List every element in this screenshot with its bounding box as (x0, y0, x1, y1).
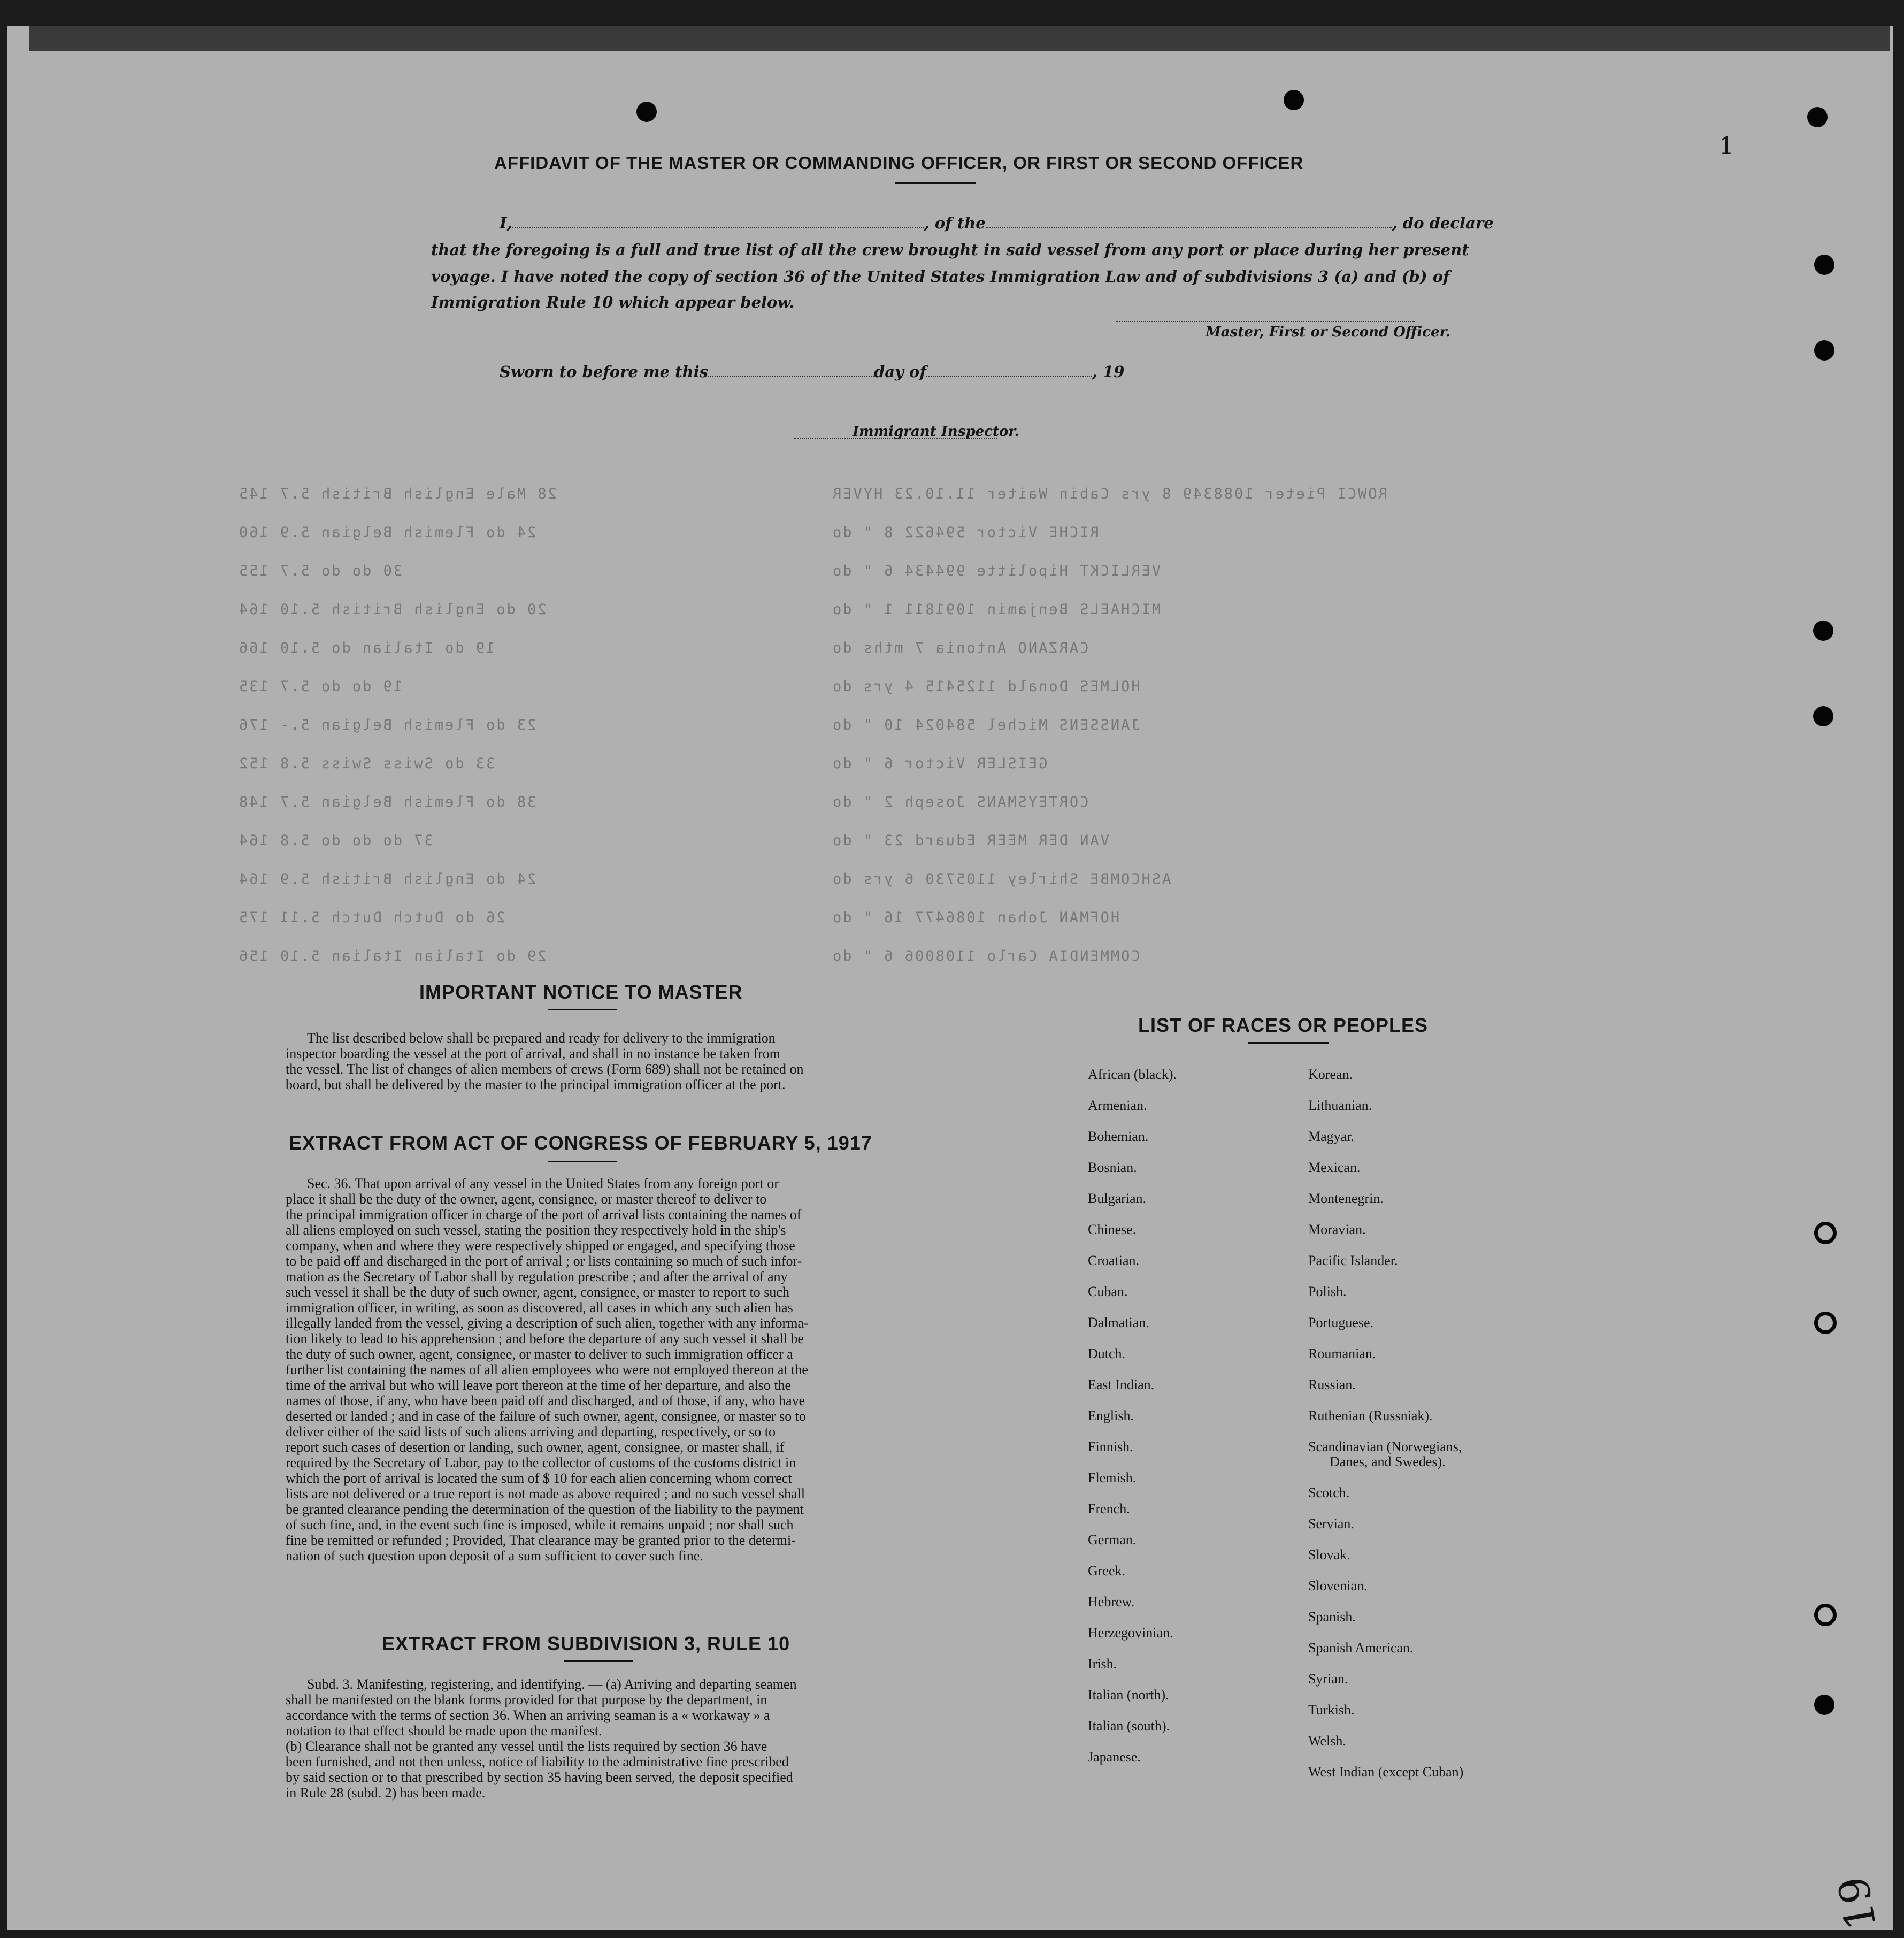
race-item: West Indian (except Cuban) (1308, 1764, 1464, 1780)
bleed-row-right: RICHE Victor 594622 8 " do (831, 524, 1099, 541)
bleed-row-right: VAN DER MEER Eduard 23 " do (831, 832, 1109, 849)
text-line: (b) Clearance shall not be granted any vessel until the lists required by section 36 have (286, 1738, 767, 1754)
affidavit-line-2: that the foregoing is a full and true list of all the crew brought in said vessel from any port or place during her present (431, 241, 1469, 259)
race-item: Servian. (1308, 1516, 1354, 1531)
manifest-page (7, 26, 1893, 1934)
text-line: which the port of arrival is located the sum of $ 10 for each alien concerning whom correct (286, 1470, 792, 1486)
page-number: 1 (1719, 133, 1734, 160)
text-line: inspector boarding the vessel at the port of arrival, and shall in no instance be taken from (286, 1046, 780, 1061)
affidavit-title: AFFIDAVIT OF THE MASTER OR COMMANDING OFFICER, OR FIRST OR SECOND OFFICER (494, 153, 1304, 173)
punch-hole-icon (1814, 255, 1834, 275)
rule-rule (564, 1660, 633, 1662)
punch-hole-ring-icon (1814, 1604, 1837, 1626)
race-item: Korean. (1308, 1067, 1353, 1082)
rule-title: EXTRACT FROM SUBDIVISION 3, RULE 10 (382, 1633, 790, 1654)
bleed-row-left: 23 do Flemish Belgian 5.- 176 (237, 717, 536, 733)
race-item: Scotch. (1308, 1485, 1350, 1500)
race-item: Dalmatian. (1088, 1315, 1149, 1330)
text-line: deserted or landed ; and in case of the failure of such owner, agent, consignee, or master so to (286, 1408, 806, 1424)
race-item: Slovak. (1308, 1547, 1350, 1562)
text-line: required by the Secretary of Labor, pay to the collector of customs of the customs district in (286, 1455, 796, 1470)
handwritten-folio-number: 19 (1829, 1873, 1886, 1934)
race-item: Roumanian. (1308, 1346, 1376, 1361)
act-title: EXTRACT FROM ACT OF CONGRESS OF FEBRUARY 5, 1917 (289, 1132, 872, 1154)
race-item: Ruthenian (Russniak). (1308, 1408, 1433, 1423)
bleed-row-right: COMMENDIA Carlo 1108006 6 " do (831, 948, 1140, 964)
text-line: to be paid off and discharged in the port of arrival ; or lists containing so much of such infor- (286, 1253, 802, 1269)
race-item: French. (1088, 1501, 1130, 1516)
notice-title: IMPORTANT NOTICE TO MASTER (419, 981, 743, 1003)
race-item: Dutch. (1088, 1346, 1126, 1361)
bleed-row-right: HOLMES Donald 1125415 4 yrs do (831, 678, 1140, 695)
master-signature-line (1116, 321, 1415, 322)
text-line: by said section or to that prescribed by section 35 having been served, the deposit specified (286, 1770, 793, 1785)
text-line: lists are not delivered or a true report is not made as above required ; and no such vessel shall (286, 1486, 805, 1502)
race-item: Cuban. (1088, 1284, 1128, 1299)
notice-rule (548, 1009, 617, 1010)
text-line: The list described below shall be prepared and ready for delivery to the immigration (307, 1030, 776, 1046)
scan-top-edge (29, 26, 1890, 51)
punch-hole-icon (636, 102, 657, 122)
race-item: Lithuanian. (1308, 1098, 1372, 1113)
text-line: place it shall be the duty of the owner, agent, consignee, or master thereof to deliver to (286, 1191, 767, 1207)
affidavit-line-3: voyage. I have noted the copy of section 36 of the United States Immigration Law and of subdivisions 3 (a) and (b) of (431, 267, 1450, 286)
text-line: further list containing the names of all alien employees who were not employed thereon at the (286, 1362, 808, 1377)
bleed-row-left: 28 Male English British 5.7 145 (237, 486, 557, 502)
inspector-signature-label: Immigrant Inspector. (853, 424, 1019, 440)
sworn-line: Sworn to before me this day of , 19 (500, 363, 1125, 381)
text-line: Subd. 3. Manifesting, registering, and identifying. — (a) Arriving and departing seamen (307, 1676, 797, 1692)
race-item: Mexican. (1308, 1160, 1361, 1175)
affidavit-line-1: I, , of the , do declare (500, 214, 1494, 232)
text-line: of such fine, and, in the event such fine is imposed, while it remains unpaid ; nor shall such (286, 1517, 794, 1533)
race-item: Greek. (1088, 1563, 1126, 1579)
text-line: notation to that effect should be made upon the manifest. (286, 1723, 602, 1738)
text-line: board, but shall be delivered by the master to the principal immigration officer at the port. (286, 1077, 786, 1092)
affidavit-line-4: Immigration Rule 10 which appear below. (431, 293, 795, 311)
race-item: Scandinavian (Norwegians, (1308, 1439, 1462, 1454)
race-item: Syrian. (1308, 1671, 1348, 1687)
race-item: Chinese. (1088, 1222, 1137, 1237)
race-item: Herzegovinian. (1088, 1625, 1173, 1641)
race-item: Flemish. (1088, 1470, 1137, 1485)
text-line: mation as the Secretary of Labor shall by regulation prescribe ; and after the arrival of any (286, 1269, 788, 1284)
punch-hole-icon (1284, 90, 1304, 110)
text-line: the duty of such owner, agent, consignee, or master to deliver to such immigration officer a (286, 1346, 793, 1362)
bleed-row-right: ASHCOMBE Shirley 1105730 6 yrs do (831, 871, 1171, 887)
bleed-row-right: ROWCI Pieter 1088349 8 yrs Cabin Waiter 11.10.23 HYVER (831, 486, 1387, 502)
race-item: Hebrew. (1088, 1594, 1135, 1610)
races-left-column (1088, 1067, 1177, 1780)
text-line: nation of such question upon deposit of a sum sufficient to cover such fine. (286, 1548, 703, 1564)
bleed-row-right: VERLICKT Hipolitte 994434 6 " do (831, 563, 1161, 579)
race-item: English. (1088, 1408, 1134, 1423)
bleed-row-left: 38 do Flemish Belgian 5.7 148 (237, 794, 536, 810)
bleed-row-right: JANSSENS Michel 584024 10 " do (831, 717, 1140, 733)
bleed-row-right: HOFMAN Johan 1086477 16 " do (831, 909, 1120, 926)
races-title: LIST OF RACES OR PEOPLES (1138, 1014, 1429, 1036)
bleed-row-left: 20 do English British 5.10 164 (237, 601, 547, 618)
race-item: Portuguese. (1308, 1315, 1374, 1330)
races-right-column (1308, 1067, 1463, 1795)
race-item: Spanish. (1308, 1609, 1356, 1625)
race-item: Slovenian. (1308, 1578, 1368, 1594)
race-item: Bohemian. (1088, 1129, 1149, 1144)
bleed-row-left: 33 do Swiss Swiss 5.8 152 (237, 755, 495, 772)
punch-hole-icon (1807, 107, 1828, 127)
text-line: such vessel it shall be the duty of such owner, agent, consignee, or master to report to such (286, 1284, 789, 1300)
bleed-row-right: CARZANO Antonia 7 mths do (831, 640, 1089, 656)
text-line: tion likely to lead to his apprehension ; and before the departure of any such vessel it shall be (286, 1331, 804, 1346)
text-line: all aliens employed on such vessel, stating the position they respectively hold in the ship's (286, 1222, 786, 1238)
text-line: fine be remitted or refunded ; Provided, That clearance may be granted prior to the determi- (286, 1533, 796, 1548)
race-item: Turkish. (1308, 1702, 1355, 1718)
text-line: names of those, if any, who have been paid off and discharged, and of those, if any, who have (286, 1393, 805, 1408)
bleed-row-left: 26 do Dutch Dutch 5.11 175 (237, 909, 505, 926)
bleed-row-left: 24 do English British 5.9 164 (237, 871, 536, 887)
text-line: been furnished, and not then unless, notice of liability to the administrative fine prescribed (286, 1754, 789, 1770)
punch-hole-icon (1814, 340, 1834, 361)
text-line: deliver either of the said lists of such aliens arriving and departing, respectively, or so to (286, 1424, 776, 1439)
rule-text (286, 1676, 917, 1801)
text-line: the principal immigration officer in charge of the port of arrival lists containing the names of (286, 1207, 802, 1222)
punch-hole-icon (1813, 621, 1833, 641)
race-item: German. (1088, 1532, 1137, 1548)
race-item: East Indian. (1088, 1377, 1155, 1392)
bleed-row-left: 24 do Flemish Belgian 5.9 160 (237, 524, 536, 541)
race-item: Danes, and Swedes). (1330, 1454, 1446, 1469)
text-line: in Rule 28 (subd. 2) has been made. (286, 1785, 486, 1801)
race-item: Irish. (1088, 1656, 1117, 1672)
race-item: Bosnian. (1088, 1160, 1137, 1175)
notice-text (286, 1030, 917, 1092)
text-line: accordance with the terms of section 36. When an arriving seaman is a « workaway » a (286, 1707, 770, 1723)
race-item: Italian (south). (1088, 1718, 1170, 1734)
race-item: Russian. (1308, 1377, 1356, 1392)
race-item: African (black). (1088, 1067, 1177, 1082)
race-item: Japanese. (1088, 1749, 1141, 1765)
race-item: Italian (north). (1088, 1687, 1169, 1703)
act-text (286, 1176, 917, 1564)
bleed-row-left: 19 do do 5.7 135 (237, 678, 403, 695)
races-rule (1248, 1042, 1329, 1044)
punch-hole-icon (1814, 1695, 1834, 1715)
text-line: report such cases of desertion or landing, such owner, agent, consignee, or master shall, if (286, 1439, 785, 1455)
master-signature-label: Master, First or Second Officer. (1206, 324, 1450, 340)
punch-hole-icon (1813, 706, 1833, 726)
text-line: time of the arrival but who will leave port thereon at the time of her departure, and also the (286, 1377, 792, 1393)
text-line: be granted clearance pending the determination of the question of the liability to the payment (286, 1502, 804, 1517)
race-item: Pacific Islander. (1308, 1253, 1398, 1268)
race-item: Spanish American. (1308, 1640, 1414, 1656)
race-item: Finnish. (1088, 1439, 1133, 1454)
race-item: Moravian. (1308, 1222, 1366, 1237)
bleed-row-left: 37 do do do 5.8 164 (237, 832, 433, 849)
text-line: shall be manifested on the blank forms provided for that purpose by the department, in (286, 1692, 767, 1707)
title-rule (895, 182, 976, 184)
bleed-row-left: 30 do do 5.7 155 (237, 563, 403, 579)
race-item: Armenian. (1088, 1098, 1147, 1113)
act-rule (548, 1161, 617, 1162)
race-item: Croatian. (1088, 1253, 1140, 1268)
bleed-row-right: GEISLER Victor 6 " do (831, 755, 1048, 772)
text-line: the vessel. The list of changes of alien members of crews (Form 689) shall not be retained on (286, 1061, 804, 1077)
punch-hole-ring-icon (1814, 1222, 1837, 1244)
race-item: Bulgarian. (1088, 1191, 1147, 1206)
race-item: Welsh. (1308, 1733, 1346, 1749)
race-item: Montenegrin. (1308, 1191, 1384, 1206)
race-item: Polish. (1308, 1284, 1347, 1299)
text-line: immigration officer, in writing, as soon as discovered, all cases in which any such alien has (286, 1300, 793, 1315)
text-line: company, when and where they were respectively shipped or engaged, and specifying those (286, 1238, 795, 1253)
bleed-row-right: MICHAELS Benjamin 1091811 1 " do (831, 601, 1161, 618)
text-line: Sec. 36. That upon arrival of any vessel in the United States from any foreign port or (307, 1176, 779, 1191)
punch-hole-ring-icon (1814, 1312, 1837, 1334)
bleed-row-left: 29 do Italian Italian 5.10 156 (237, 948, 547, 964)
race-item: Magyar. (1308, 1129, 1354, 1144)
bleed-row-right: CORTEYSMANS Joseph 2 " do (831, 794, 1089, 810)
text-line: illegally landed from the vessel, giving a description of such alien, together with any informa- (286, 1315, 809, 1331)
bleed-row-left: 19 do Italian do 5.10 166 (237, 640, 495, 656)
